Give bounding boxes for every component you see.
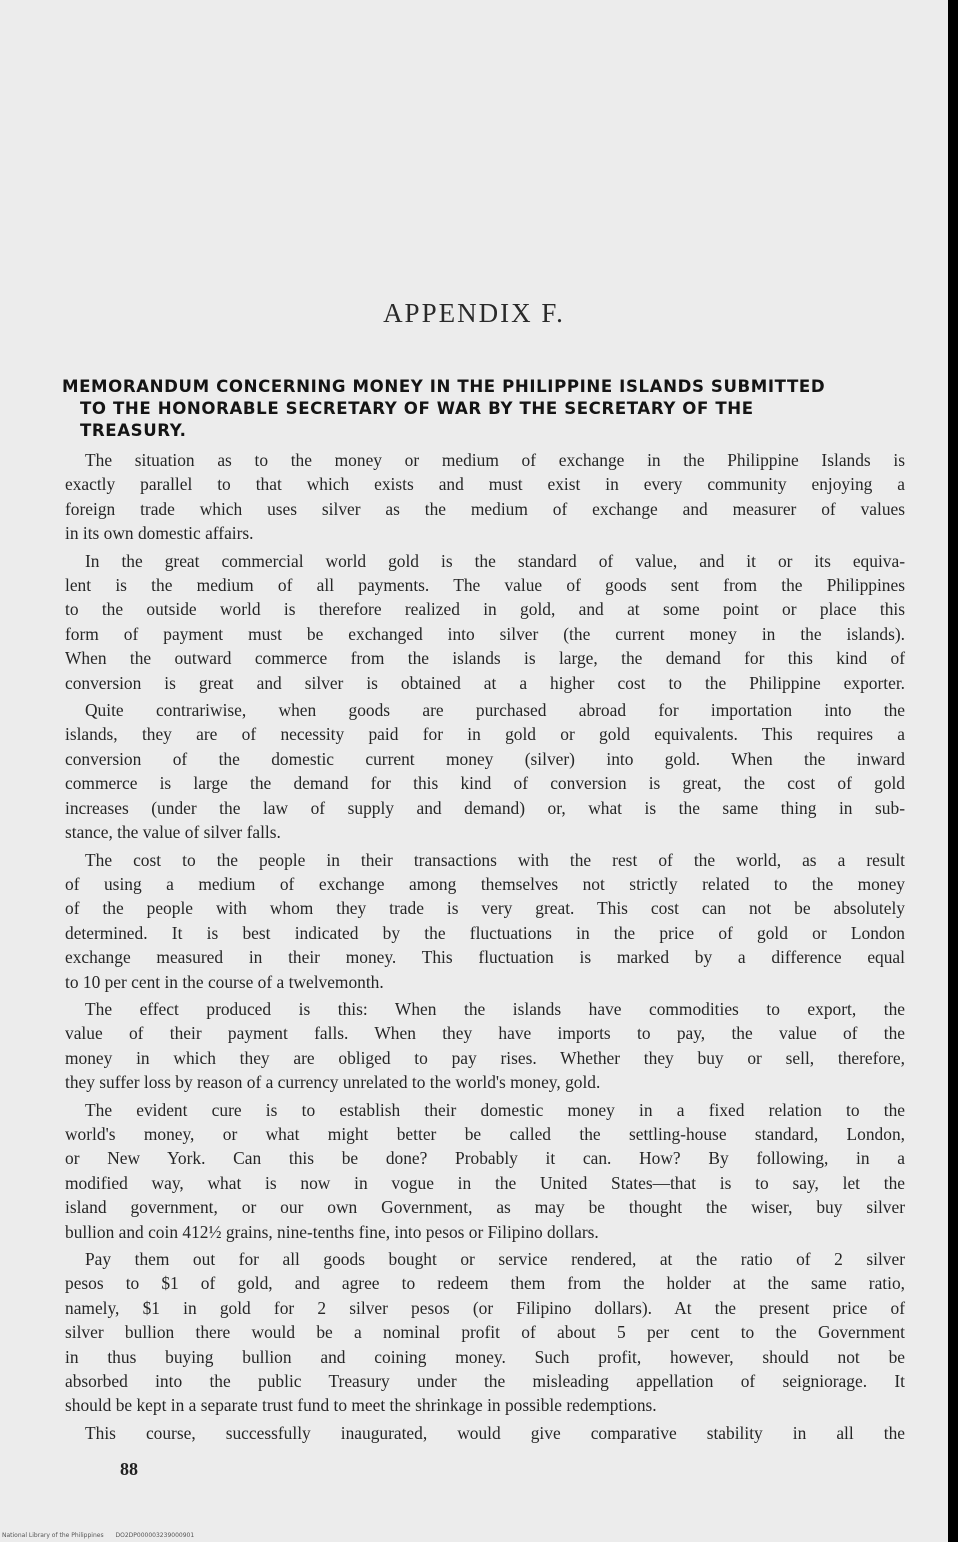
memo-heading-line: TREASURY.	[80, 421, 187, 440]
text-line: island government, or our own Government, as may be thought the wiser, buy silver	[65, 1197, 905, 1218]
memo-heading-line: TO THE HONORABLE SECRETARY OF WAR BY THE SECRETARY OF THE	[80, 399, 754, 418]
text-line: they suffer loss by reason of a currency unrelated to the world's money, gold.	[65, 1072, 601, 1093]
text-line: Quite contrariwise, when goods are purchased abroad for importation into the	[85, 700, 905, 721]
text-line: pesos to $1 of gold, and agree to redeem them from the holder at the same ratio,	[65, 1273, 905, 1294]
paragraph	[65, 549, 905, 695]
paragraph	[65, 448, 905, 546]
text-line: modified way, what is now in vogue in the United States—that is to say, let the	[65, 1172, 905, 1193]
text-line: bullion and coin 412½ grains, nine-tenths fine, into pesos or Filipino dollars.	[65, 1221, 599, 1242]
text-line: The cost to the people in their transactions with the rest of the world, as a result	[85, 849, 905, 870]
text-line: stance, the value of silver falls.	[65, 822, 281, 843]
text-line: in its own domestic affairs.	[65, 523, 254, 544]
text-line: absorbed into the public Treasury under the misleading appellation of seigniorage. It	[65, 1371, 905, 1392]
text-line: should be kept in a separate trust fund to meet the shrinkage in possible redemptions.	[65, 1395, 657, 1416]
text-line: In the great commercial world gold is the standard of value, and it or its equiva-	[85, 550, 905, 571]
scan-footer	[2, 1532, 204, 1539]
text-line: The effect produced is this: When the islands have commodities to export, the	[85, 998, 905, 1019]
text-line: world's money, or what might better be called the settling-house standard, London,	[65, 1123, 905, 1144]
page-number: 88	[120, 1459, 138, 1479]
text-line: in thus buying bullion and coining money. Such profit, however, should not be	[65, 1346, 905, 1367]
paragraph	[65, 1421, 905, 1445]
footer-library: National Library of the Philippines	[2, 1532, 104, 1539]
text-line: lent is the medium of all payments. The value of goods sent from the Philippines	[65, 575, 905, 596]
memo-heading-line: MEMORANDUM CONCERNING MONEY IN THE PHILIPPINE ISLANDS SUBMITTED	[62, 377, 826, 396]
text-line: commerce is large the demand for this kind of conversion is great, the cost of gold	[65, 773, 905, 794]
text-line: money in which they are obliged to pay rises. Whether they buy or sell, therefore,	[65, 1047, 905, 1068]
memo-body	[65, 448, 905, 1448]
text-line: foreign trade which uses silver as the medium of exchange and measurer of values	[65, 498, 905, 519]
text-line: to 10 per cent in the course of a twelvemonth.	[65, 971, 384, 992]
paragraph	[65, 1098, 905, 1244]
paragraph	[65, 698, 905, 844]
footer-code: DO2DP000003239000901	[115, 1532, 195, 1539]
text-line: The situation as to the money or medium of exchange in the Philippine Islands is	[85, 450, 905, 470]
text-line: of the people with whom they trade is very great. This cost can not be absolutely	[65, 898, 905, 919]
text-line: The evident cure is to establish their domestic money in a fixed relation to the	[85, 1099, 905, 1120]
text-line: islands, they are of necessity paid for in gold or gold equivalents. This requires a	[65, 724, 905, 745]
scan-edge	[948, 0, 958, 1542]
paragraph	[65, 997, 905, 1095]
text-line: exchange measured in their money. This fluctuation is marked by a difference equal	[65, 947, 905, 968]
text-line: determined. It is best indicated by the fluctuations in the price of gold or London	[65, 922, 905, 943]
text-line: When the outward commerce from the islands is large, the demand for this kind of	[65, 648, 905, 669]
text-line: or New York. Can this be done? Probably it can. How? By following, in a	[65, 1148, 905, 1169]
text-line: conversion of the domestic current money (silver) into gold. When the inward	[65, 748, 905, 769]
appendix-title: APPENDIX F.	[383, 298, 565, 328]
text-line: namely, $1 in gold for 2 silver pesos (or Filipino dollars). At the present price of	[65, 1297, 905, 1318]
text-line: value of their payment falls. When they have imports to pay, the value of the	[65, 1023, 905, 1044]
text-line: increases (under the law of supply and demand) or, what is the same thing in sub-	[65, 797, 905, 818]
text-line: silver bullion there would be a nominal profit of about 5 per cent to the Government	[65, 1322, 905, 1343]
text-line: exactly parallel to that which exists and must exist in every community enjoying a	[65, 474, 905, 495]
paragraph	[65, 1247, 905, 1418]
text-line: conversion is great and silver is obtained at a higher cost to the Philippine exporter.	[65, 672, 905, 693]
memo-heading	[62, 376, 902, 442]
text-line: to the outside world is therefore realized in gold, and at some point or place this	[65, 599, 905, 620]
paragraph	[65, 848, 905, 994]
text-line: form of payment must be exchanged into silver (the current money in the islands).	[65, 623, 905, 644]
text-line: This course, successfully inaugurated, would give comparative stability in all the	[85, 1422, 905, 1443]
text-line: of using a medium of exchange among themselves not strictly related to the money	[65, 873, 905, 894]
text-line: Pay them out for all goods bought or service rendered, at the ratio of 2 silver	[85, 1249, 905, 1269]
